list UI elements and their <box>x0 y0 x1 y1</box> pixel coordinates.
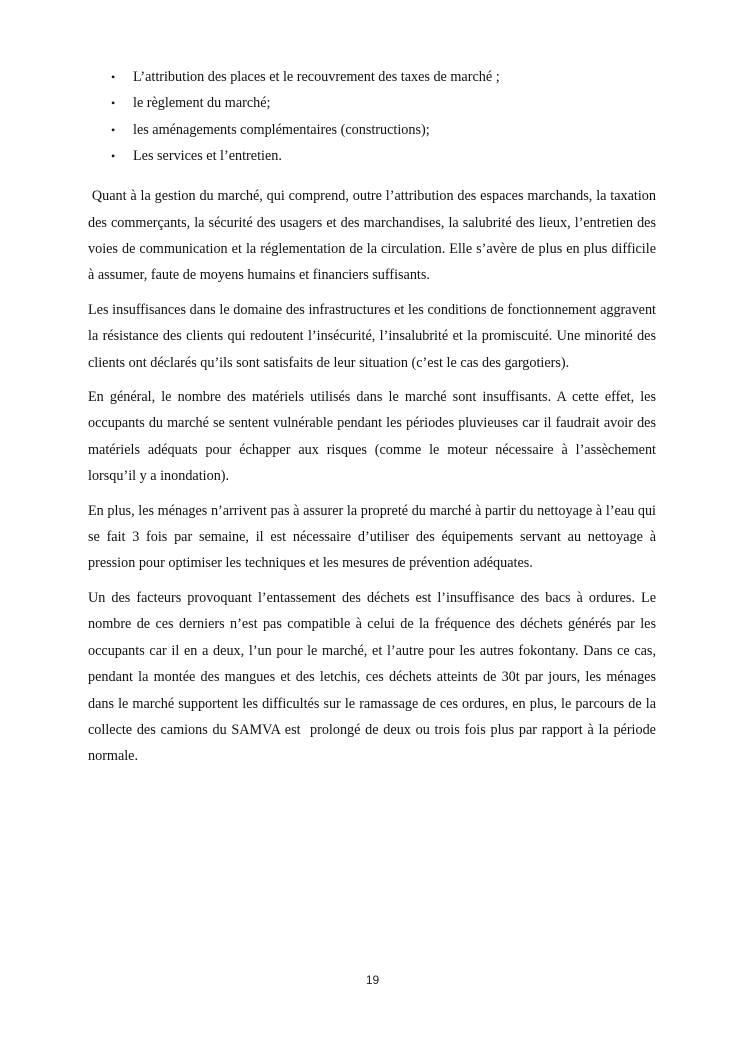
bullet-item <box>88 90 656 116</box>
bullet-text: le règlement du marché; <box>133 95 271 112</box>
page-content <box>88 64 660 770</box>
bullet-text: les aménagements complémentaires (constructions); <box>133 121 430 138</box>
bullet-dot-icon: • <box>111 122 116 137</box>
paragraph-cleaning: En plus, les ménages n’arrivent pas à assurer la propreté du marché à partir du nettoyage à l’eau qui se fait 3 fois par semaine, il est nécessaire d’utiliser des équipements servant au nettoyage à pression pour optimiser les techniques et les mesures de prévention adéquates. <box>88 502 656 572</box>
paragraph-market-management: Quant à la gestion du marché, qui comprend, outre l’attribution des espaces marchands, la taxation des commerçants, la sécurité des usagers et des marchandises, la salubrité des lieux, l’entretien des voies de communication et la réglementation de la circulation. Elle s’avère de plus en plus difficile à assumer, faute de moyens humains et financiers suffisants. <box>88 188 660 284</box>
bullet-text: L’attribution des places et le recouvrement des taxes de marché ; <box>133 69 500 85</box>
bullet-item <box>88 143 656 169</box>
bullet-dot-icon: • <box>111 96 116 111</box>
bullet-dot-icon: • <box>111 148 116 163</box>
bullet-text: Les services et l’entretien. <box>133 147 282 164</box>
page-number: 19 <box>365 973 380 987</box>
bullet-dot-icon: • <box>111 70 116 84</box>
paragraph-waste: Un des facteurs provoquant l’entassement des déchets est l’insuffisance des bacs à ordures. Le nombre de ces derniers n’est pas compatible à celui de la fréquence des déchets générés par les occupants car il en a deux, l’un pour le marché, et l’autre pour les autres fokontany. Dans ce cas, pendant la montée des mangues et des letchis, ces déchets atteints de 30t par jours, les ménages dans le marché supportent les difficultés sur le ramassage de ces ordures, en plus, le parcours de la collecte des camions du SAMVA est prolongé de deux ou trois fois plus par rapport à la période normale. <box>88 589 660 765</box>
paragraph-equipment: En général, le nombre des matériels utilisés dans le marché sont insuffisants. A cette effet, les occupants du marché se sentent vulnérable pendant les périodes pluvieuses car il faudrait avoir des matériels adéquats pour échapper aux risques (comme le moteur nécessaire à l’assèchement lorsqu’il y a inondation). <box>88 389 656 485</box>
bullet-item <box>88 64 656 90</box>
bullet-list <box>88 64 656 169</box>
bullet-item <box>88 117 656 143</box>
paragraph-infrastructure: Les insuffisances dans le domaine des infrastructures et les conditions de fonctionnement aggravent la résistance des clients qui redoutent l’insécurité, l’insalubrité et la promiscuité. Une minorité des clients ont déclarés qu’ils sont satisfaits de leur situation (c’est le cas des gargotiers). <box>88 301 656 371</box>
